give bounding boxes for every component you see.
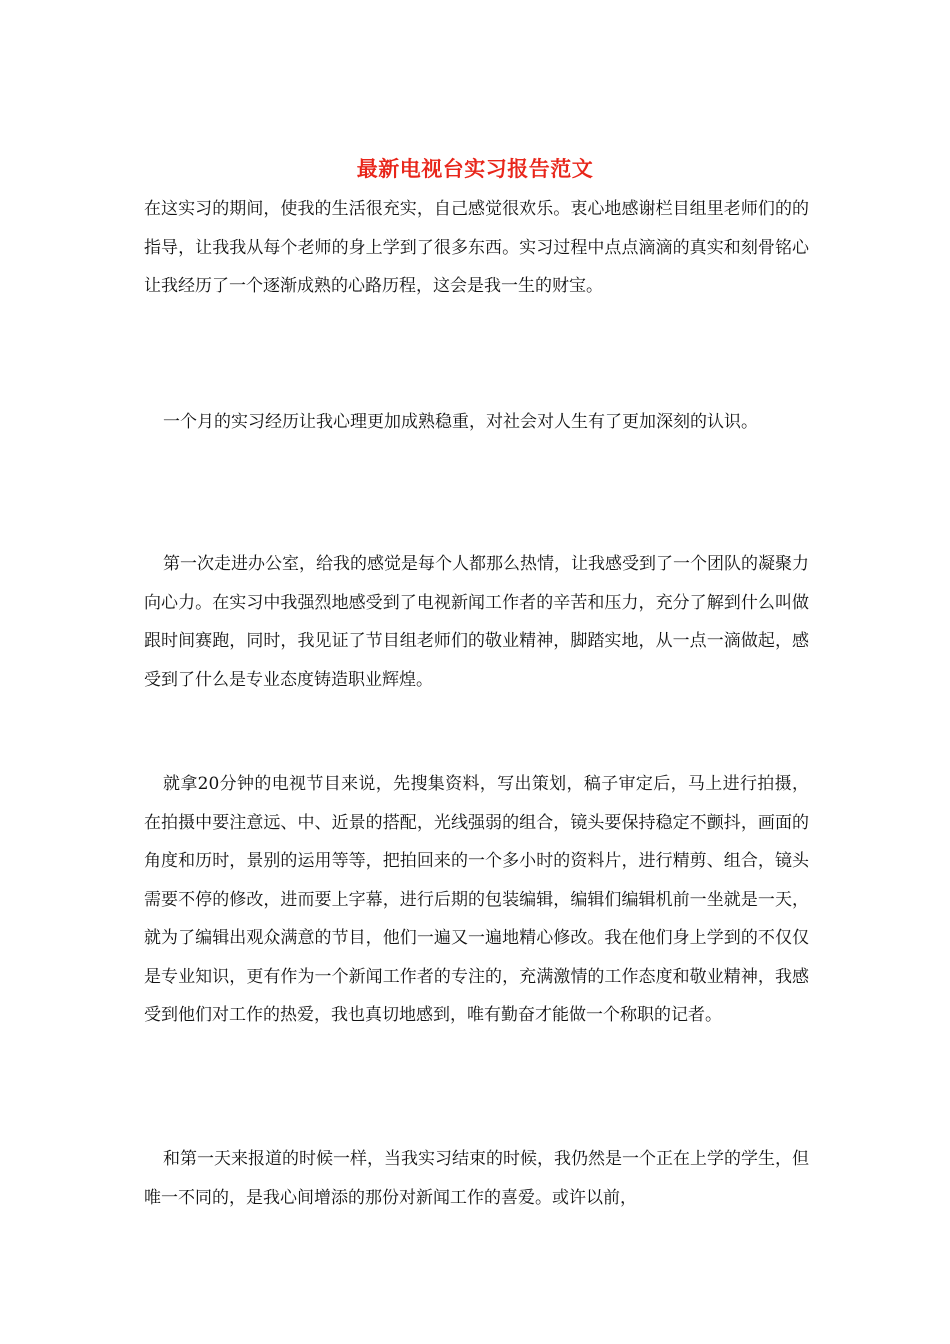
paragraph-2: 一个月的实习经历让我心理更加成熟稳重，对社会对人生有了更加深刻的认识。 xyxy=(163,412,758,432)
paragraph-5: 和第一天来报道的时候一样，当我实习结束的时候，我仍然是一个正在上学的学生，但唯一不同的，是我心间增添的那份对新闻工作的喜爱。或许以前， xyxy=(144,1149,809,1208)
paragraph-4: 就拿20分钟的电视节目来说，先搜集资料，写出策划，稿子审定后，马上进行拍摄，在拍摄中要注意远、中、近景的搭配，光线强弱的组合，镜头要保持稳定不颤抖，画面的角度和历时，景别的运用等等，把拍回来的一个多小时的资料片，进行精剪、组合，镜头需要不停的修改，进而要上字幕，进行后期的包装编辑，编辑们编辑机前一坐就是一天，就为了编辑出观众满意的节目，他们一遍又一遍地精心修改。我在他们身上学到的不仅仅是专业知识，更有作为一个新闻工作者的专注的，充满激情的工作态度和敬业精神，我感受到他们对工作的热爱，我也真切地感到，唯有勤奋才能做一个称职的记者。 xyxy=(144,774,809,1025)
document-title: 最新电视台实习报告范文 xyxy=(356,156,594,181)
paragraph-1: 在这实习的期间，使我的生活很充实，自己感觉很欢乐。衷心地感谢栏目组里老师们的的指导，让我我从每个老师的身上学到了很多东西。实习过程中点点滴滴的真实和刻骨铭心让我经历了一个逐渐成熟的心路历程，这会是我一生的财宝。 xyxy=(144,199,809,296)
paragraph-3: 第一次走进办公室，给我的感觉是每个人都那么热情，让我感受到了一个团队的凝聚力向心力。在实习中我强烈地感受到了电视新闻工作者的辛苦和压力，充分了解到什么叫做跟时间赛跑，同时，我见证了节目组老师们的敬业精神，脚踏实地，从一点一滴做起，感受到了什么是专业态度铸造职业辉煌。 xyxy=(144,554,809,690)
